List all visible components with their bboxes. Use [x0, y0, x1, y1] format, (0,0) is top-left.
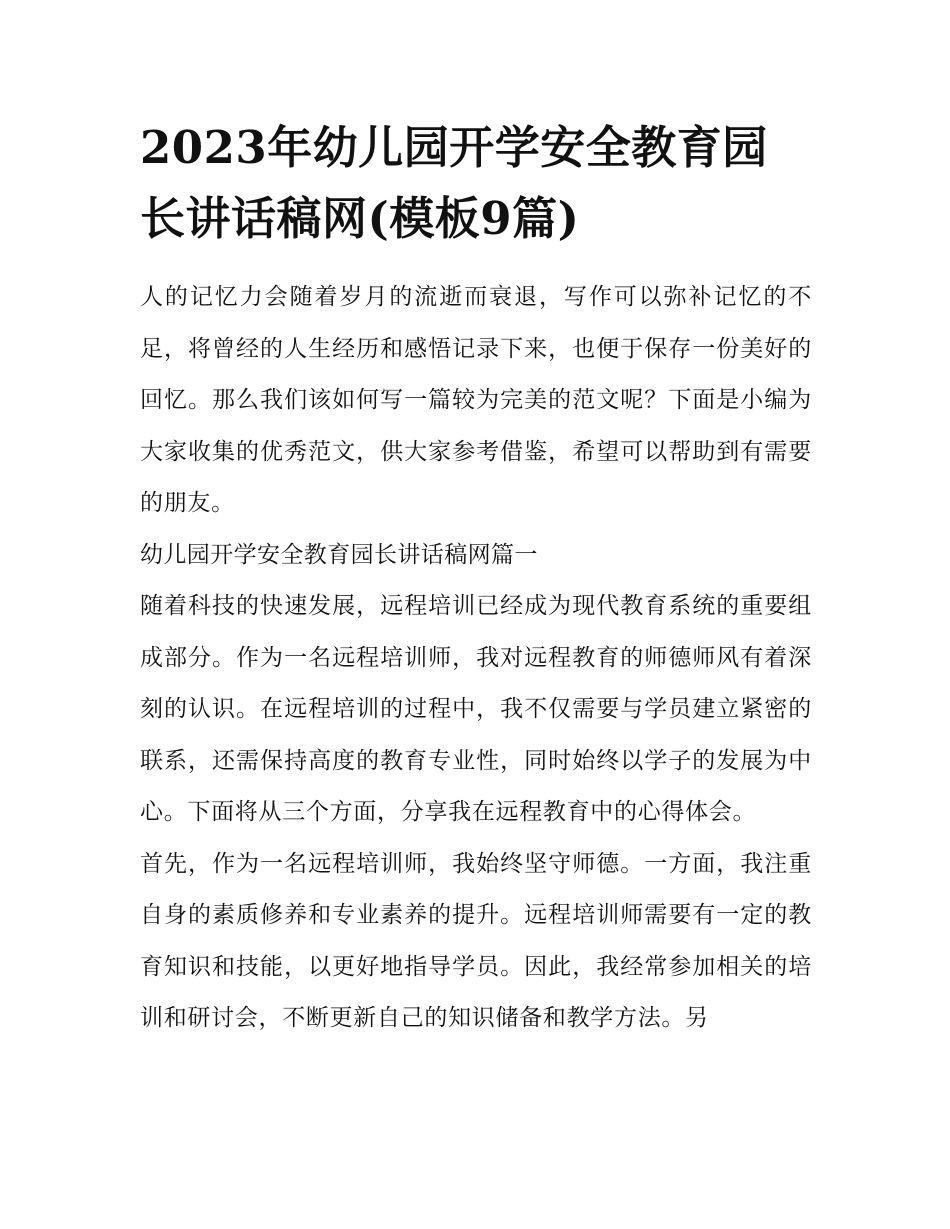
document-body — [140, 112, 812, 1045]
body-paragraph-1: 随着科技的快速发展，远程培训已经成为现代教育系统的重要组成部分。作为一名远程培训师，我对远程教育的师德师风有着深刻的认识。在远程培训的过程中，我不仅需要与学员建立紧密的联系，还需保持高度的教育专业性，同时始终以学子的发展为中心。下面将从三个方面，分享我在远程教育中的心得体会。 — [140, 593, 812, 825]
body-paragraph-2: 首先，作为一名远程培训师，我始终坚守师德。一方面，我注重自身的素质修养和专业素养的提升。远程培训师需要有一定的教育知识和技能，以更好地指导学员。因此，我经常参加相关的培训和研讨会，不断更新自己的知识储备和教学方法。另 — [140, 850, 812, 1031]
section-heading: 幼儿园开学安全教育园长讲话稿网篇一 — [140, 541, 538, 568]
intro-paragraph: 人的记忆力会随着岁月的流逝而衰退，写作可以弥补记忆的不足，将曾经的人生经历和感悟记录下来，也便于保存一份美好的回忆。那么我们该如何写一篇较为完美的范文呢？下面是小编为大家收集的优秀范文，供大家参考借鉴，希望可以帮助到有需要的朋友。 — [140, 284, 812, 516]
document-title: 2023年幼儿园开学安全教育园长讲话稿网(模板9篇) — [140, 121, 768, 245]
